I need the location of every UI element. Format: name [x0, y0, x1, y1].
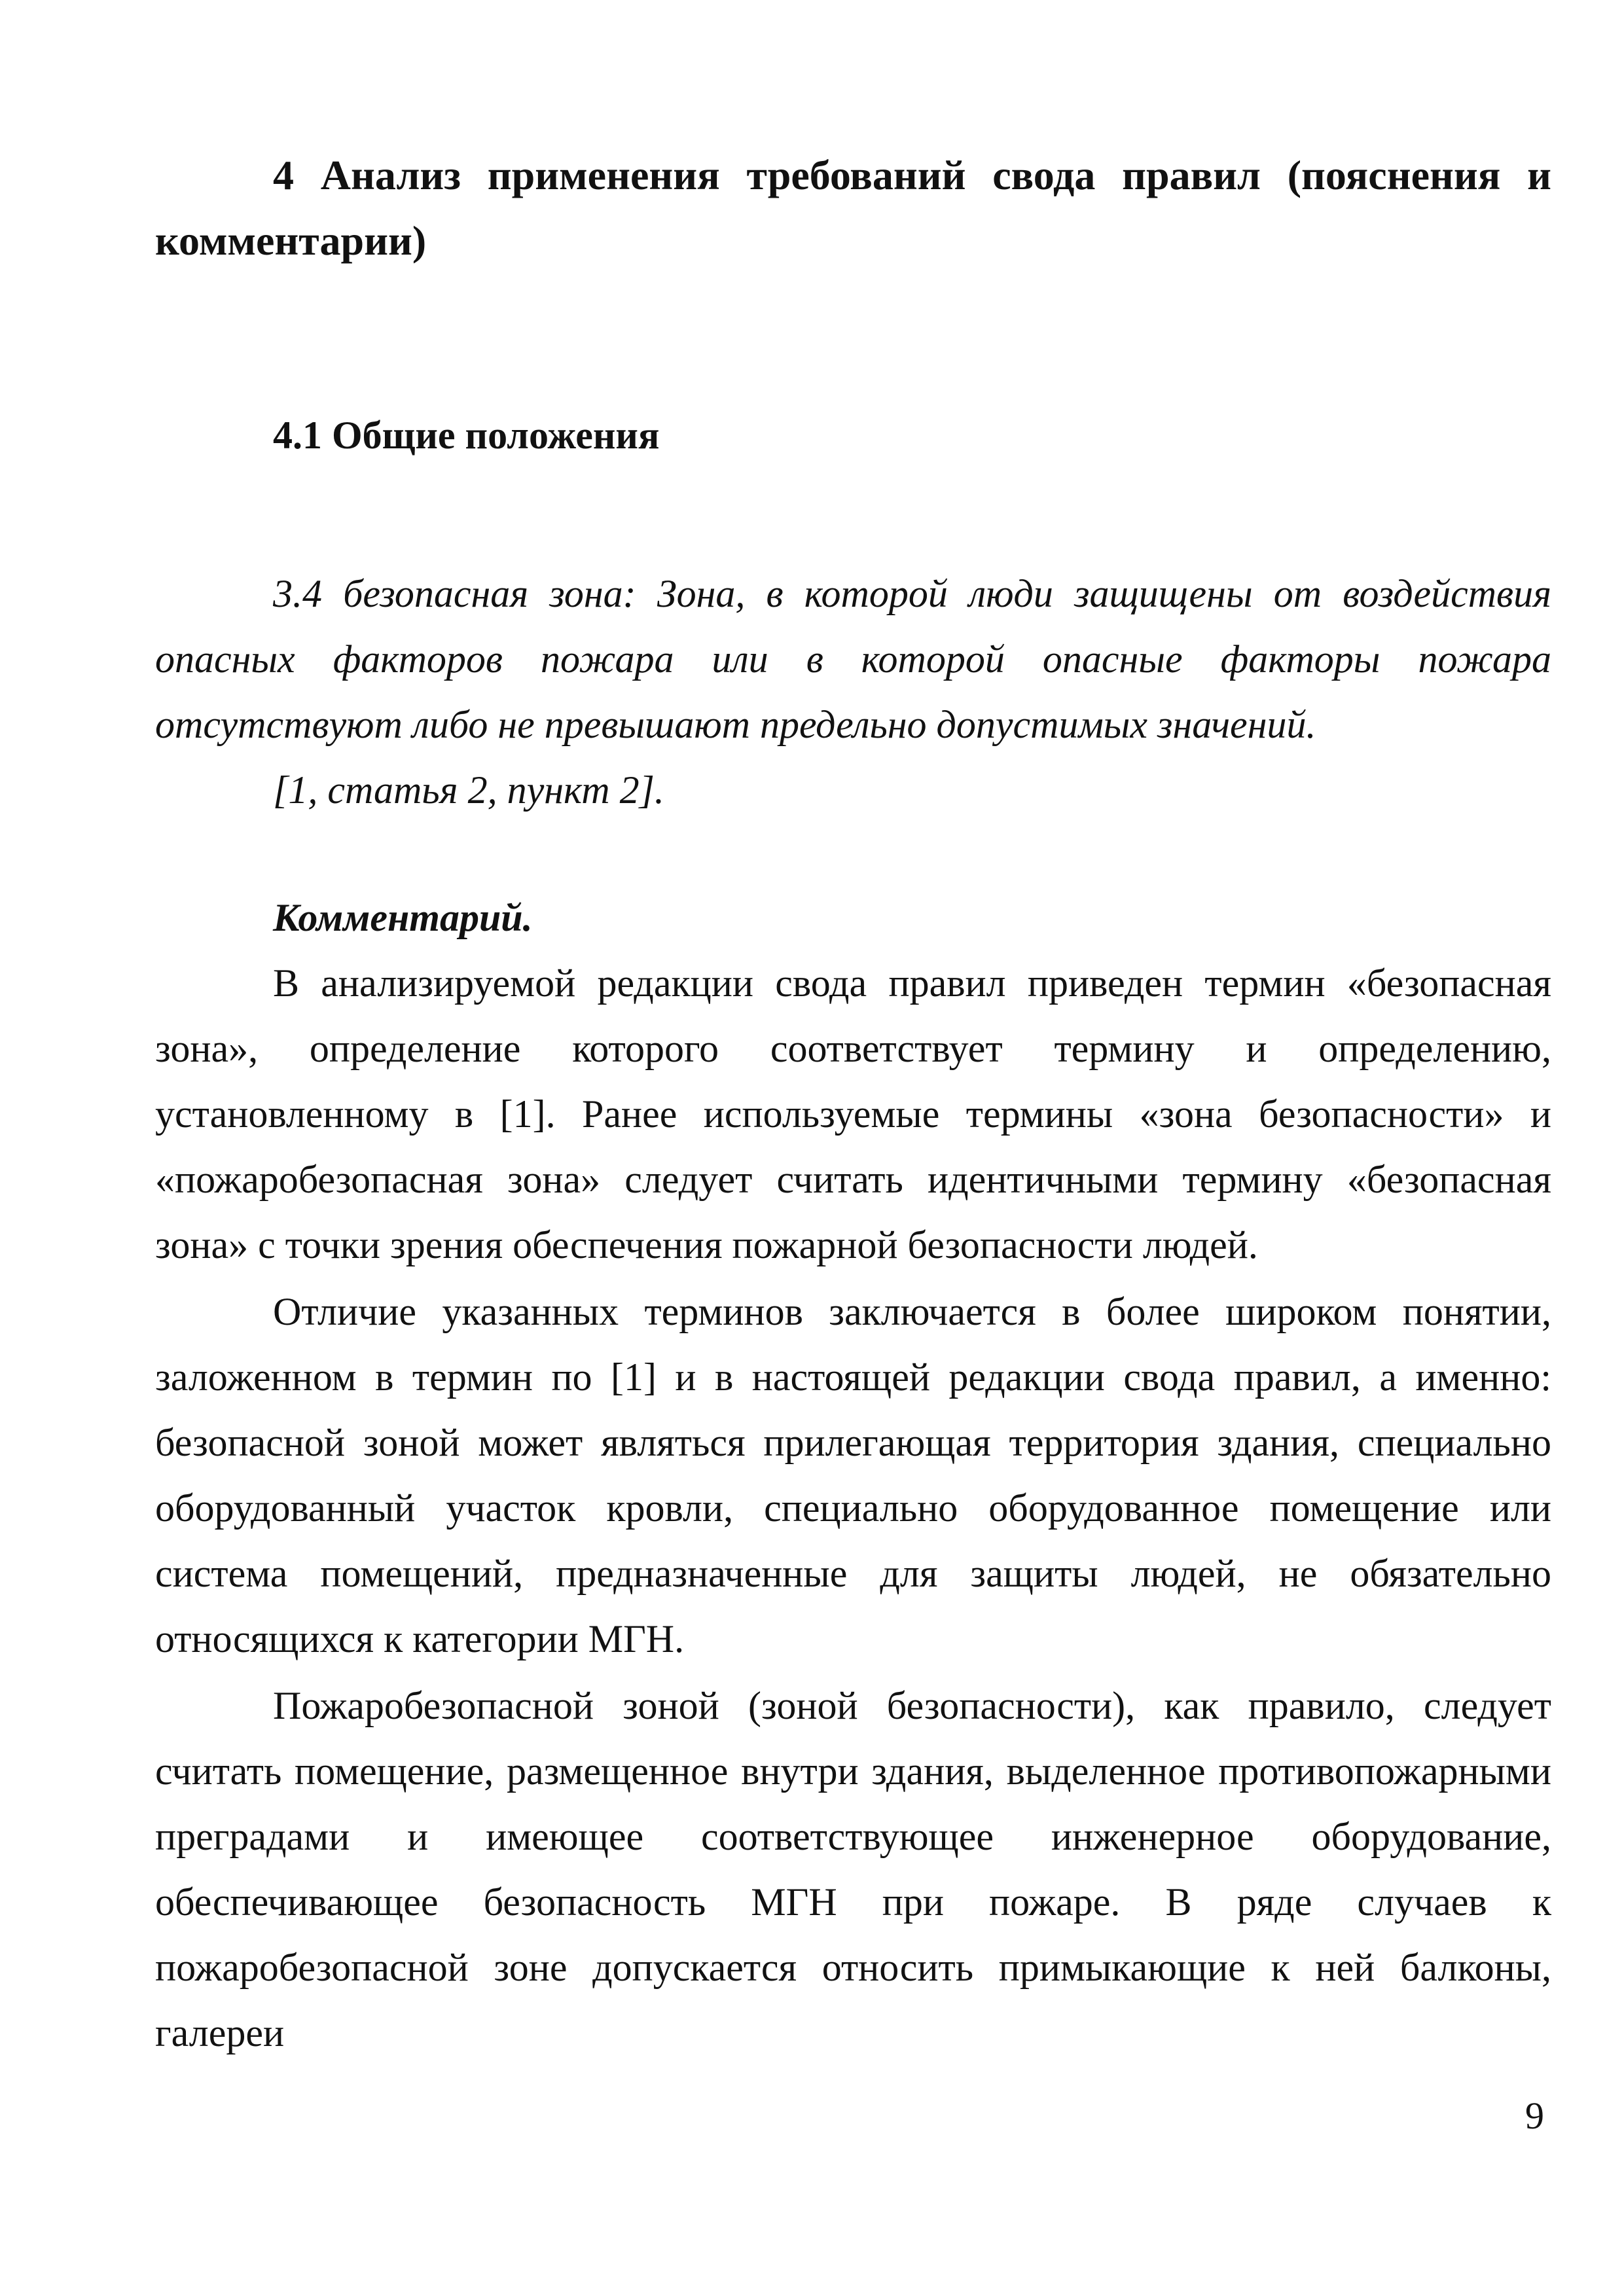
comment-paragraph-2: Отличие указанных терминов заключается в более широком понятии, заложенном в термин по [1] и в настоящей редакции свода правил, а именно: безопасной зоной может являться прилегающая территория здания, специально оборудованный участок кровли, специально оборудованное помещение или система помещений, предназначенные для защиты людей, не обязательно относящихся к категории МГН.: [155, 1290, 1551, 1660]
comment-paragraph-3: Пожаробезопасной зоной (зоной безопасности), как правило, следует считать помещение, размещенное внутри здания, выделенное противопожарными преградами и имеющее соответствующее инженерное оборудование, обеспечивающее безопасность МГН при пожаре. В ряде случаев к пожаробезопасной зоне допускается относить примыкающие к ней балконы, галереи: [155, 1684, 1551, 2054]
comment-heading: Комментарий.: [273, 896, 533, 939]
section-title: 4.1 Общие положения: [273, 414, 660, 457]
definition-quote: 3.4 безопасная зона: Зона, в которой люди защищены от воздействия опасных факторов пожара или в которой опасные факторы пожара отсутствуют либо не превышают предельно допустимых значений.: [155, 572, 1551, 746]
page-number: 9: [1525, 2094, 1544, 2137]
chapter-title: 4 Анализ применения требований свода правил (пояснения и комментарии): [155, 152, 1551, 264]
page-content: [155, 143, 1551, 2067]
comment-paragraph-1: В анализируемой редакции свода правил приведен термин «безопасная зона», определение которого соответствует термину и определению, установленному в [1]. Ранее используемые термины «зона безопасности» и «пожаробезопасная зона» следует считать идентичными термину «безопасная зона» с точки зрения обеспечения пожарной безопасности людей.: [155, 961, 1551, 1266]
definition-reference: [1, статья 2, пункт 2].: [273, 768, 664, 812]
